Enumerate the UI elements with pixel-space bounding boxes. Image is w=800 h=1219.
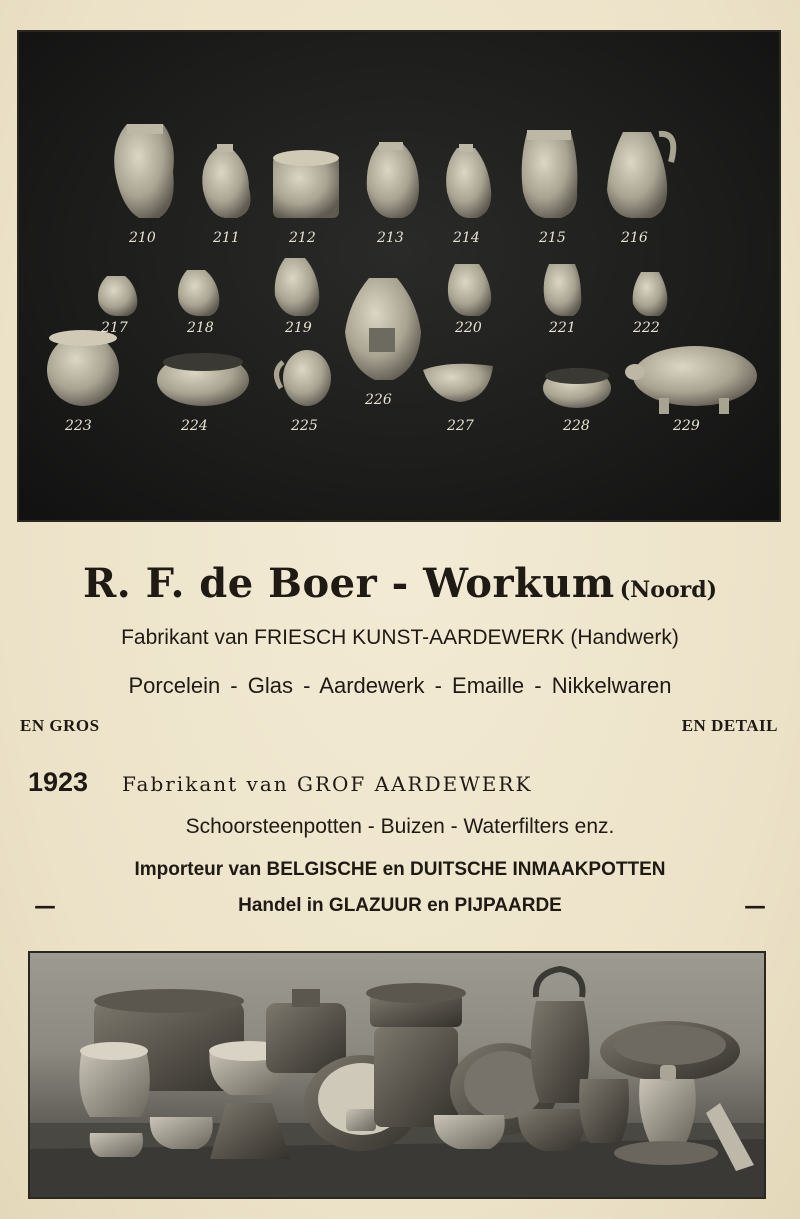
pot-label-228: 228 [563,418,590,434]
pottery-illustration [19,32,779,520]
pot-label-220: 220 [455,320,482,336]
earthenware-illustration [30,953,764,1197]
pot-211 [202,144,250,218]
pot-222 [633,272,668,316]
pot-label-217: 217 [101,320,128,336]
stacked-pots [366,983,466,1127]
pot-218 [178,270,219,316]
pot-220 [448,264,491,316]
pot-label-224: 224 [181,418,208,434]
pot-210 [114,124,174,218]
company-name: R. F. de Boer - Workum [82,560,615,607]
lidded-jar-right [614,1065,718,1165]
products2-line: Schoorsteenpotten - Buizen - Waterfilters enz. [185,815,615,838]
pot-label-221: 221 [549,320,576,336]
pot-label-225: 225 [291,418,318,434]
pot-217 [98,276,137,316]
pot-225 [276,350,331,406]
pot-219 [275,258,320,316]
dash-left: — [34,893,56,919]
pot-label-219: 219 [285,320,312,336]
pot-label-214: 214 [453,230,480,246]
pot-228 [543,368,611,408]
en-detail-label: EN DETAIL [681,716,778,735]
small-jug-right [579,1079,629,1143]
pot-label-215: 215 [539,230,566,246]
pot-215 [522,130,578,218]
trade-line: Handel in GLAZUUR en PIJPAARDE [238,895,562,916]
maker-line: Fabrikant van FRIESCH KUNST-AARDEWERK (Handwerk) [121,626,679,649]
pot-label-212: 212 [289,230,316,246]
en-gros-label: EN GROS [20,716,100,735]
pot-212 [273,150,339,218]
earthenware-photo-bottom [28,951,766,1199]
dash-right: — [744,893,766,919]
importer-line: Importeur van BELGISCHE en DUITSCHE INMAAKPOTTEN [134,859,666,880]
pot-label-218: 218 [187,320,214,336]
pot-label-211: 211 [213,230,240,246]
pot-label-216: 216 [621,230,648,246]
maker2-line: Fabrikant van GROF AARDEWERK [122,772,533,796]
lidded-pot [266,989,346,1073]
company-region: (Noord) [619,577,717,603]
pot-label-229: 229 [673,418,700,434]
pot-224 [157,353,249,406]
pot-227 [423,364,493,402]
pot-label-210: 210 [129,230,156,246]
pottery-photo-top [17,30,781,522]
products-line: Porcelein - Glas - Aardewerk - Emaille - Nikkelwaren [128,673,672,698]
pot-229 [625,346,757,414]
pot-223 [47,330,119,406]
pot-label-213: 213 [377,230,404,246]
pot-label-222: 222 [633,320,660,336]
pot-label-226: 226 [365,392,392,408]
pot-label-223: 223 [65,418,92,434]
year-label: 1923 [28,767,89,797]
jug-left [79,1042,150,1157]
pot-216 [607,132,673,218]
pot-214 [446,144,491,218]
company-heading [0,560,800,607]
pot-label-227: 227 [447,418,474,434]
pot-213 [367,142,419,218]
pot-221 [544,264,582,316]
pot-226 [345,278,421,380]
